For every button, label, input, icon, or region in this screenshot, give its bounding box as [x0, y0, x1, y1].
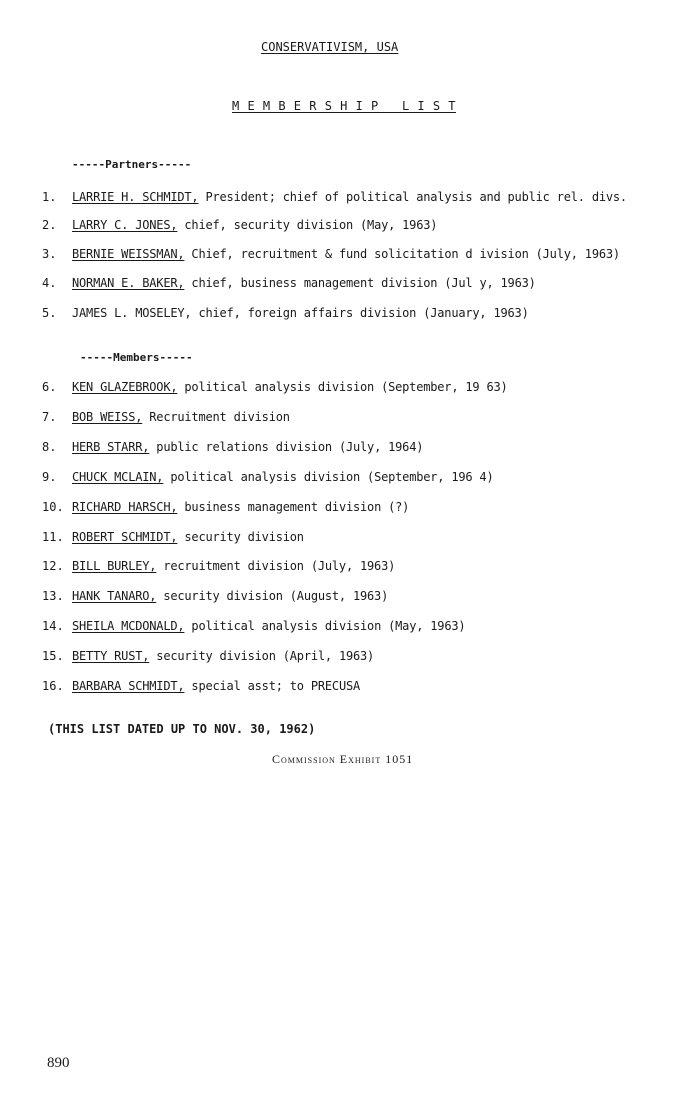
- list-item: [72, 306, 529, 320]
- members-heading: -----Members-----: [80, 351, 193, 364]
- member-description: political analysis division (May, 1963): [184, 619, 466, 633]
- member-description: JAMES L. MOSELEY, chief, foreign affairs division (January, 1963): [72, 306, 529, 320]
- member-description: chief, security division (May, 1963): [177, 218, 438, 232]
- list-item-number: 3.: [42, 247, 57, 261]
- member-name: NORMAN E. BAKER,: [72, 276, 185, 290]
- list-item: [72, 276, 536, 290]
- list-item-number: 12.: [42, 559, 64, 573]
- partners-heading: -----Partners-----: [72, 158, 192, 171]
- list-item: [72, 500, 409, 514]
- member-description: Chief, recruitment & fund solicitation d ivision (July, 1963): [184, 247, 620, 261]
- membership-list-title: M E M B E R S H I P L I S T: [232, 99, 457, 113]
- list-item-number: 5.: [42, 306, 57, 320]
- list-item-number: 1.: [42, 190, 57, 204]
- member-description: public relations division (July, 1964): [149, 440, 424, 454]
- list-item-number: 16.: [42, 679, 64, 693]
- member-name: HERB STARR,: [72, 440, 150, 454]
- list-item-number: 7.: [42, 410, 57, 424]
- member-name: SHEILA MCDONALD,: [72, 619, 185, 633]
- member-description: President; chief of political analysis and public rel. divs.: [198, 190, 627, 204]
- member-description: business management division (?): [177, 500, 410, 514]
- member-description: special asst; to PRECUSA: [184, 679, 361, 693]
- member-name: BETTY RUST,: [72, 649, 150, 663]
- member-description: security division: [177, 530, 304, 544]
- list-item: [72, 679, 360, 693]
- list-item: [72, 470, 494, 484]
- organization-title: CONSERVATIVISM, USA: [261, 40, 399, 54]
- member-name: BILL BURLEY,: [72, 559, 157, 573]
- list-item-number: 2.: [42, 218, 57, 232]
- member-description: recruitment division (July, 1963): [156, 559, 396, 573]
- member-name: KEN GLAZEBROOK,: [72, 380, 178, 394]
- list-item: [72, 589, 388, 603]
- list-item: [72, 410, 290, 424]
- list-item-number: 6.: [42, 380, 57, 394]
- member-name: ROBERT SCHMIDT,: [72, 530, 178, 544]
- list-item: [72, 619, 465, 633]
- member-name: BOB WEISS,: [72, 410, 143, 424]
- member-description: chief, business management division (Jul y, 1963): [184, 276, 536, 290]
- list-item-number: 13.: [42, 589, 64, 603]
- list-item: [72, 190, 627, 204]
- commission-exhibit-label: Commission Exhibit 1051: [272, 752, 414, 766]
- member-description: Recruitment division: [142, 410, 290, 424]
- list-item-number: 10.: [42, 500, 64, 514]
- list-item-number: 14.: [42, 619, 64, 633]
- list-item-number: 15.: [42, 649, 64, 663]
- member-description: political analysis division (September, 19 63): [177, 380, 508, 394]
- list-item-number: 8.: [42, 440, 57, 454]
- member-description: security division (August, 1963): [156, 589, 389, 603]
- list-item: [72, 218, 437, 232]
- list-item: [72, 649, 374, 663]
- member-name: HANK TANARO,: [72, 589, 157, 603]
- member-description: security division (April, 1963): [149, 649, 375, 663]
- member-description: political analysis division (September, 196 4): [163, 470, 494, 484]
- member-name: BERNIE WEISSMAN,: [72, 247, 185, 261]
- member-name: LARRIE H. SCHMIDT,: [72, 190, 199, 204]
- member-name: CHUCK MCLAIN,: [72, 470, 164, 484]
- page-number: 890: [47, 1055, 70, 1071]
- list-item: [72, 440, 423, 454]
- list-item-number: 4.: [42, 276, 57, 290]
- list-item-number: 11.: [42, 530, 64, 544]
- member-name: BARBARA SCHMIDT,: [72, 679, 185, 693]
- member-name: LARRY C. JONES,: [72, 218, 178, 232]
- list-item: [72, 380, 508, 394]
- list-item: [72, 530, 304, 544]
- list-item: [72, 247, 620, 261]
- list-date-note: (THIS LIST DATED UP TO NOV. 30, 1962): [48, 722, 316, 736]
- list-item-number: 9.: [42, 470, 57, 484]
- list-item: [72, 559, 395, 573]
- member-name: RICHARD HARSCH,: [72, 500, 178, 514]
